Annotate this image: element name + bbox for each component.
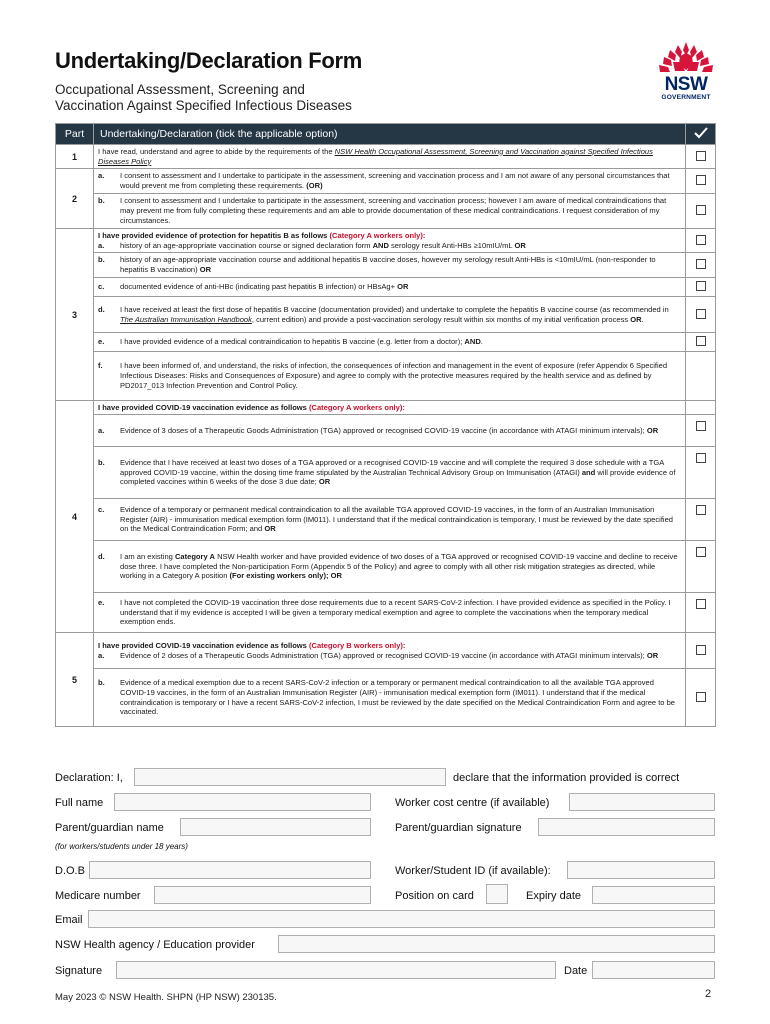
part4c-text: Evidence of a temporary or permanent medical contraindication to all the available TGA approved COVID-19 vaccines, in the form of an Australian Immunisation Register (AIR) - immunisation medical exemption form (IM011). I understand that if the medical contraindication is temporary, I must be reviewed by the date specified on the Medical Contraindication Form; and [120, 504, 673, 534]
part4d-category: Category A [174, 551, 215, 561]
part4a-text: Evidence of 3 doses of a Therapeutic Goods Administration (TGA) approved or recognised COVID-19 vaccine (in accordance with ATAGI minimum intervals); [120, 425, 645, 435]
declaration-name-field[interactable] [134, 768, 446, 786]
option-letter: b. [98, 196, 105, 206]
option-letter: b. [98, 457, 105, 467]
part3a-text2: serology result Anti-HBs ≥10mIU/mL [391, 240, 513, 250]
part-number: 4 [56, 401, 94, 633]
part3c-text: documented evidence of anti-HBc (indicating past hepatitis B infection) or HBsAg+ [120, 282, 395, 292]
part-number: 2 [56, 169, 94, 229]
part3f-text: I have been informed of, and understand, the risks of infection, the consequences of infection and management in the event of exposure (refer Appendix 6 Specified Infectious Diseases: Risks and Consequences of Exposure) and agree to comply with the protective measures required by the health service and as defined by PD2017_013 Infection Prevention and Control Policy. [120, 361, 668, 390]
part4d-checkbox[interactable] [696, 547, 706, 557]
part4-category: (Category A workers only): [308, 402, 405, 412]
table-row-part5b [56, 669, 716, 727]
table-row-part3c [56, 278, 716, 297]
option-letter: b. [98, 255, 105, 265]
footer-text: May 2023 © NSW Health. SHPN (HP NSW) 230135. [55, 992, 277, 1003]
signature-field[interactable] [116, 961, 556, 979]
part5b-text: Evidence of a medical exemption due to a recent SARS-CoV-2 infection or a temporary or permanent medical contraindication to all the available TGA approved COVID-19 vaccines, in the form of an Australian Immunisation Register (AIR) - immunisation medical exemption form (IM011). I understand that if the medical contraindication is temporary or I have a recent SARS-CoV-2 infection, I must be reviewed by the date specified on the Medical Contraindication Form and agree to be vaccinated. [120, 678, 675, 717]
option-letter: e. [98, 597, 105, 607]
position-on-card-label: Position on card [395, 890, 474, 902]
nsw-government-logo [653, 75, 719, 102]
part-number: 1 [56, 145, 94, 169]
table-header-row [56, 124, 716, 145]
logo-government-text: GOVERNMENT [661, 94, 711, 101]
expiry-date-field[interactable] [592, 886, 715, 904]
part3a-or: OR [514, 240, 526, 250]
part5a-or: OR [646, 650, 659, 660]
part4b-or: OR [318, 477, 331, 487]
part5a-checkbox[interactable] [696, 645, 706, 655]
option-letter: a. [98, 240, 105, 250]
part3a-text: history of an age-appropriate vaccination course or signed declaration form [120, 240, 371, 250]
option-letter: d. [98, 304, 105, 314]
part5-header: I have provided COVID-19 vaccination evidence as follows [98, 640, 307, 650]
part2a-text: I consent to assessment and I undertake to participate in the assessment, screening and vaccination process and I am not aware of any personal circumstances that would prevent me from completing these requirements. [120, 171, 670, 190]
part3c-checkbox[interactable] [696, 281, 706, 291]
part3b-or: OR [199, 265, 212, 274]
part3d-end: . [641, 314, 644, 324]
table-row-part5a [56, 633, 716, 669]
page-number: 2 [705, 988, 712, 1000]
parent-name-field[interactable] [180, 818, 371, 836]
part4a-or: OR [646, 425, 659, 435]
table-row-part4a [56, 415, 716, 447]
position-on-card-field[interactable] [486, 884, 508, 904]
table-row-part4-header [56, 401, 716, 415]
table-row-part2a [56, 169, 716, 194]
part4c-or: OR [264, 524, 276, 534]
option-letter: d. [98, 551, 105, 561]
option-letter: f. [98, 361, 103, 371]
declaration-label: Declaration: I, [55, 772, 123, 784]
table-row-part4b [56, 447, 716, 499]
part4d-text: I am an existing [120, 551, 173, 561]
date-field[interactable] [592, 961, 715, 979]
medicare-field[interactable] [154, 886, 371, 904]
part5-category: (Category B workers only): [308, 640, 406, 650]
part3b-text: history of an age-appropriate vaccination course and additional hepatitis B vaccine doses, however my serology result Anti-HBs is <10mIU/mL (non-responder to hepatitis B vaccination) [120, 255, 656, 274]
part4-header: I have provided COVID-19 vaccination evidence as follows [98, 402, 307, 412]
part4d-text2: NSW Health worker and have provided evidence of two doses of a TGA approved or recognised COVID-19 vaccine and decline to receive dose three. I have completed the Non-participation Form (Appendix 5 of the Policy) and agree to comply with all other risk mitigation strategies as directed, while working in a Category A position [120, 551, 678, 581]
subtitle-line-1: Occupational Assessment, Screening and [55, 82, 305, 97]
part1-text [94, 145, 686, 169]
medicare-label: Medicare number [55, 890, 141, 902]
option-letter: a. [98, 171, 105, 181]
part-number: 3 [56, 229, 94, 401]
part2b-checkbox[interactable] [696, 205, 706, 215]
handbook-link[interactable]: The Australian Immunisation Handbook [120, 314, 252, 324]
option-letter: a. [98, 425, 105, 435]
part-number: 5 [56, 633, 94, 727]
agency-label: NSW Health agency / Education provider [55, 939, 255, 951]
table-row-part3b [56, 253, 716, 278]
expiry-date-label: Expiry date [526, 890, 582, 902]
part3a-checkbox[interactable] [696, 235, 706, 245]
col-header-undertaking: Undertaking/Declaration (tick the applicable option) [94, 124, 686, 145]
cost-centre-field[interactable] [569, 793, 715, 811]
part2a-or: (OR) [306, 181, 323, 190]
part4c-checkbox[interactable] [696, 505, 706, 515]
col-header-part: Part [56, 124, 94, 145]
part4e-text: I have not completed the COVID-19 vaccination three dose requirements due to a recent SARS-CoV-2 infection. I have provided evidence as specified in the Policy. I understand that if my evidence is accepted I will be given a temporary medical exemption and agree to complete the vaccinations when the temporary medical exemption ends. [120, 597, 671, 627]
part5b-checkbox[interactable] [696, 692, 706, 702]
part3d-checkbox[interactable] [696, 309, 706, 319]
col-header-tick [686, 124, 716, 145]
email-label: Email [55, 914, 83, 926]
part3c-or: OR [397, 282, 409, 292]
part4e-checkbox[interactable] [696, 599, 706, 609]
part4b-text: Evidence that I have received at least two doses of a TGA approved or a recognised COVID-19 vaccine and will complete the required 3 dose schedule with a TGA approved COVID-19 vaccine, within the dosing time frame stipulated by the Australian Technical Advisory Group on Immunisation (ATAGI) [120, 457, 664, 477]
part3d-text2: , current edition) and provide a post-vaccination serology result within six months of my initial verification process [251, 314, 629, 324]
option-letter: b. [98, 678, 105, 688]
part3d-or: OR [630, 314, 642, 324]
part4b-checkbox[interactable] [696, 453, 706, 463]
option-letter: c. [98, 282, 105, 292]
part3e-checkbox[interactable] [696, 336, 706, 346]
table-row-part1 [56, 145, 716, 169]
page-title: Undertaking/Declaration Form [55, 48, 362, 73]
part4b-and: and [581, 467, 596, 477]
worker-id-field[interactable] [567, 861, 715, 879]
table-row-part3e [56, 333, 716, 352]
part2a-checkbox[interactable] [696, 175, 706, 185]
table-row-part3d [56, 297, 716, 333]
declaration-suffix: declare that the information provided is correct [453, 772, 680, 784]
part3e-text: I have provided evidence of a medical contraindication to hepatitis B vaccine (e.g. letter from a doctor); [120, 337, 463, 347]
signature-label: Signature [55, 965, 103, 977]
table-row-part4e [56, 593, 716, 633]
page-subtitle [55, 82, 352, 114]
date-label: Date [564, 965, 588, 977]
cost-centre-label: Worker cost centre (if available) [395, 797, 550, 809]
part4d-existing: (For existing workers only); [229, 571, 329, 581]
dob-label: D.O.B [55, 865, 85, 877]
logo-nsw-text: NSW [664, 74, 708, 95]
undertaking-table [55, 123, 716, 727]
part3e-and: AND [464, 337, 481, 347]
checkmark-icon [694, 127, 708, 139]
option-letter: c. [98, 504, 105, 514]
part5a-text: Evidence of 2 doses of a Therapeutic Goods Administration (TGA) approved or recognised COVID-19 vaccine (in accordance with ATAGI minimum intervals); [120, 650, 645, 660]
parent-note: (for workers/students under 18 years) [55, 842, 188, 851]
part3a-and: AND [372, 240, 389, 250]
part4d-or: OR [330, 571, 342, 581]
part3b-checkbox[interactable] [696, 259, 706, 269]
part4a-checkbox[interactable] [696, 421, 706, 431]
part3d-text: I have received at least the first dose of hepatitis B vaccine (documentation provided) and undertake to complete the hepatitis B vaccine course (as recommended in [120, 304, 669, 314]
part3-category: (Category A workers only): [329, 230, 426, 240]
parent-signature-label: Parent/guardian signature [395, 822, 522, 834]
part3-header: I have provided evidence of protection for hepatitis B as follows [98, 230, 328, 240]
part3e-end: . [480, 337, 483, 347]
agency-field[interactable] [278, 935, 715, 953]
table-row-part2b [56, 194, 716, 229]
full-name-label: Full name [55, 797, 104, 809]
full-name-field[interactable] [114, 793, 371, 811]
part2b-text: I consent to assessment and I undertake to participate in the assessment, screening and vaccination process; however I am aware of medical contraindications that may prevent me from fully completing these requirements and am able to provide documentation of these medical contraindications. I request consideration of my circumstances. [120, 196, 667, 225]
parent-signature-field[interactable] [538, 818, 715, 836]
part4b-text2: will provide evidence of completed vaccines within 6 weeks of the dose 3 due date; [120, 467, 676, 487]
table-row-part4d [56, 541, 716, 593]
table-row-part3a [56, 229, 716, 253]
part1-checkbox[interactable] [696, 151, 706, 161]
worker-id-label: Worker/Student ID (if available): [395, 865, 551, 877]
subtitle-line-2: Vaccination Against Specified Infectious Diseases [55, 98, 352, 113]
policy-link[interactable]: NSW Health Occupational Assessment, Screening and Vaccination against Specified Infectious Diseases Policy [98, 146, 653, 166]
table-row-part3f [56, 352, 716, 401]
part1-pre: I have read, understand and agree to abide by the requirements of the [98, 146, 335, 156]
email-field[interactable] [88, 910, 715, 928]
option-letter: e. [98, 337, 105, 347]
parent-name-label: Parent/guardian name [55, 822, 164, 834]
table-row-part4c [56, 499, 716, 541]
dob-field[interactable] [89, 861, 371, 879]
option-letter: a. [98, 650, 105, 660]
